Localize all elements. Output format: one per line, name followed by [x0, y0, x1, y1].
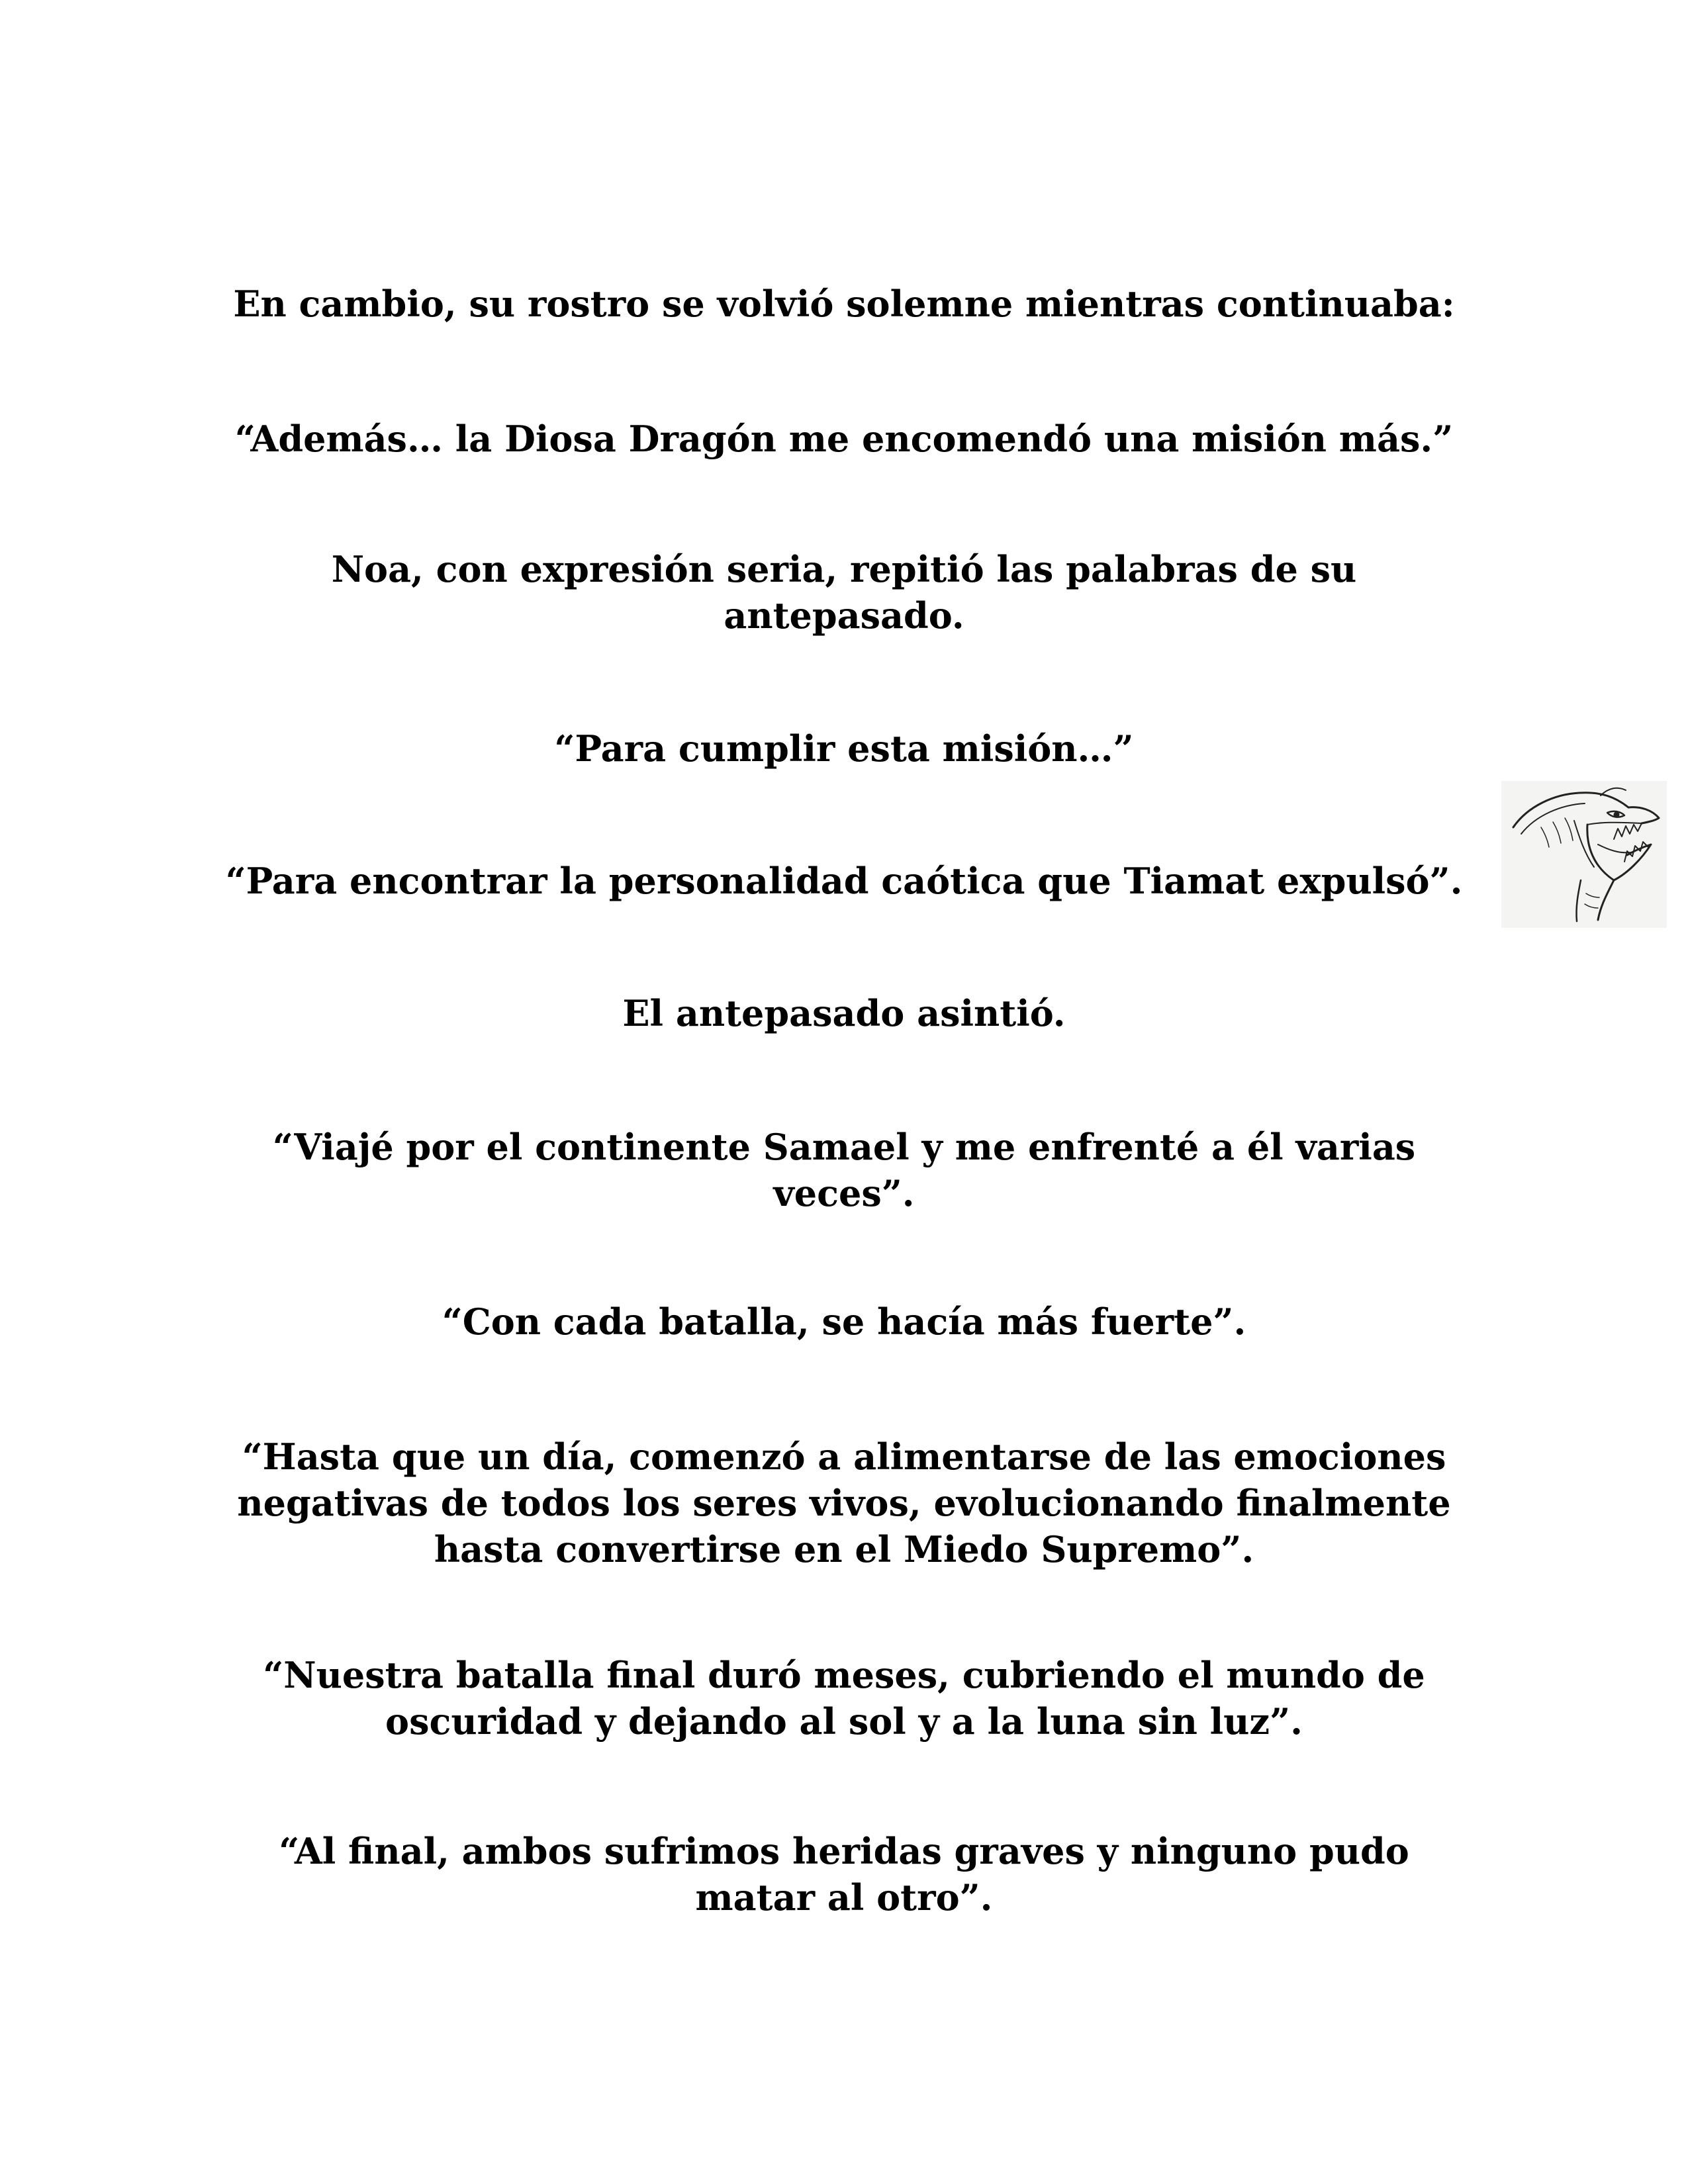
paragraph-10: “Nuestra batalla final duró meses, cubriendo el mundo de oscuridad y dejando al sol y a la luna sin luz”. [263, 1654, 1425, 1743]
paragraph-7: “Viajé por el continente Samael y me enfrenté a él varias veces”. [272, 1126, 1416, 1214]
paragraph-8: “Con cada batalla, se hacía más fuerte”. [442, 1300, 1246, 1343]
paragraph-1: En cambio, su rostro se volvió solemne mientras continuaba: [233, 283, 1455, 325]
paragraph-9: “Hasta que un día, comenzó a alimentarse de las emociones negativas de todos los seres vivos, evolucionando finalmente hasta convertirse en el Miedo Supremo”. [237, 1435, 1451, 1570]
dragon-head-sketch-icon [1501, 781, 1667, 928]
paragraph-6: El antepasado asintió. [622, 992, 1066, 1034]
paragraph-5: “Para encontrar la personalidad caótica que Tiamat expulsó”. [225, 860, 1463, 902]
paragraph-11: “Al final, ambos sufrimos heridas graves y ninguno pudo matar al otro”. [279, 1830, 1409, 1919]
paragraph-2: “Además… la Diosa Dragón me encomendó una misión más.” [234, 418, 1454, 460]
paragraph-3: Noa, con expresión seria, repitió las palabras de su antepasado. [331, 548, 1357, 637]
paragraph-4: “Para cumplir esta misión…” [554, 727, 1134, 770]
